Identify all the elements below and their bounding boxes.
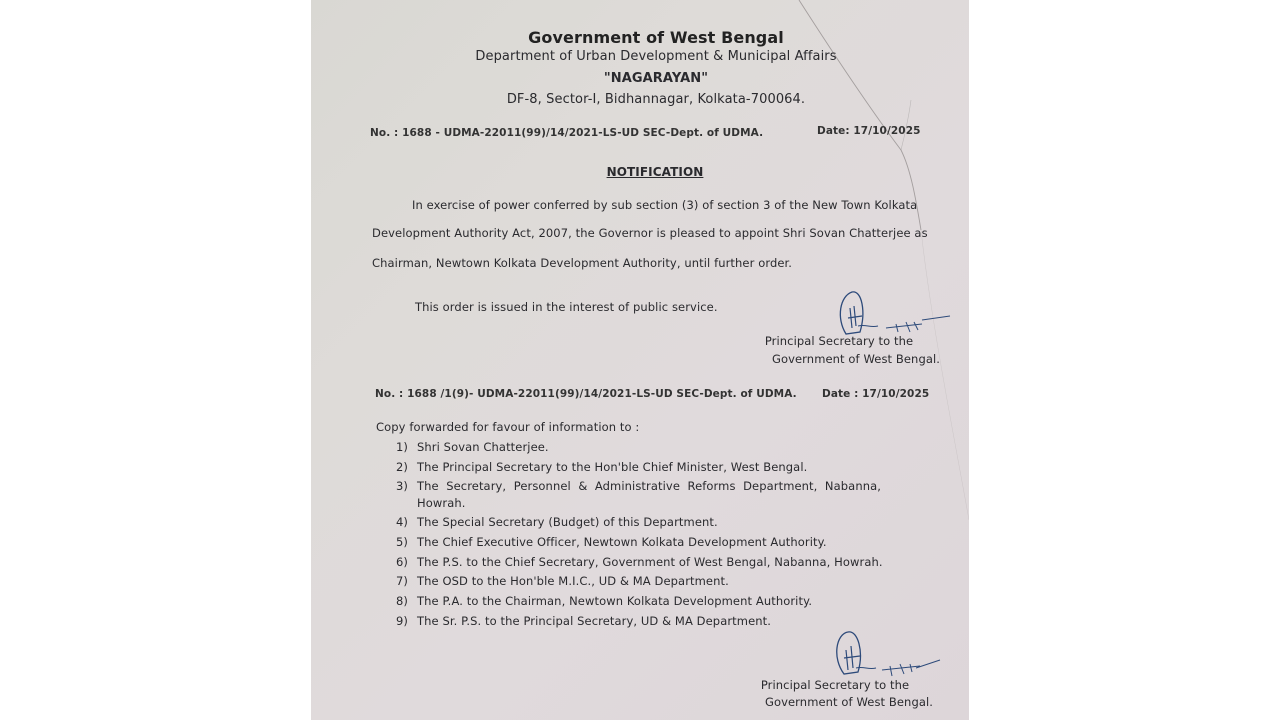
- recipient-item: 4) The Special Secretary (Budget) of this Department.: [396, 515, 718, 529]
- order-number: No. : 1688 - UDMA-22011(99)/14/2021-LS-UD SEC-Dept. of UDMA.: [370, 127, 764, 139]
- signatory-title-line-2: Government of West Bengal.: [771, 352, 941, 366]
- recipient-item: 6) The P.S. to the Chief Secretary, Government of West Bengal, Nabanna, Howrah.: [396, 555, 883, 569]
- copy-intro: Copy forwarded for favour of information to :: [376, 420, 640, 434]
- signature-icon: [826, 288, 956, 340]
- recipient-item: 1) Shri Sovan Chatterjee.: [396, 440, 549, 454]
- document-page: [311, 0, 969, 720]
- copy-date: Date : 17/10/2025: [822, 388, 930, 400]
- government-title: Government of West Bengal: [528, 28, 784, 47]
- notification-heading: NOTIFICATION: [606, 165, 704, 179]
- notification-paragraph-line-3: Chairman, Newtown Kolkata Development Authority, until further order.: [372, 256, 793, 270]
- recipient-item-continuation: Howrah.: [417, 496, 466, 510]
- building-name: "NAGARAYAN": [603, 71, 709, 86]
- notification-paragraph-line-1: In exercise of power conferred by sub section (3) of section 3 of the New Town Kolkata: [412, 198, 918, 212]
- department-name: Department of Urban Development & Municipal Affairs: [475, 49, 837, 64]
- recipient-item: 8) The P.A. to the Chairman, Newtown Kolkata Development Authority.: [396, 594, 813, 608]
- recipient-item: 7) The OSD to the Hon'ble M.I.C., UD & MA Department.: [396, 574, 729, 588]
- recipient-item: 3) The Secretary, Personnel & Administrative Reforms Department, Nabanna,: [396, 479, 882, 493]
- recipient-item: 5) The Chief Executive Officer, Newtown Kolkata Development Authority.: [396, 535, 827, 549]
- recipient-item: 2) The Principal Secretary to the Hon'ble Chief Minister, West Bengal.: [396, 460, 808, 474]
- order-date: Date: 17/10/2025: [817, 125, 921, 137]
- closing-statement: This order is issued in the interest of public service.: [415, 300, 718, 314]
- signatory-title-line-1: Principal Secretary to the: [764, 334, 914, 348]
- signatory-title-line-2: Government of West Bengal.: [764, 695, 934, 709]
- signature-icon: [824, 628, 954, 680]
- signatory-title-line-1: Principal Secretary to the: [760, 678, 910, 692]
- copy-number: No. : 1688 /1(9)- UDMA-22011(99)/14/2021-LS-UD SEC-Dept. of UDMA.: [375, 388, 797, 400]
- notification-paragraph-line-2: Development Authority Act, 2007, the Governor is pleased to appoint Shri Sovan Chatterjee as: [372, 226, 928, 240]
- office-address: DF-8, Sector-I, Bidhannagar, Kolkata-700064.: [506, 92, 806, 107]
- recipient-item: 9) The Sr. P.S. to the Principal Secretary, UD & MA Department.: [396, 614, 772, 628]
